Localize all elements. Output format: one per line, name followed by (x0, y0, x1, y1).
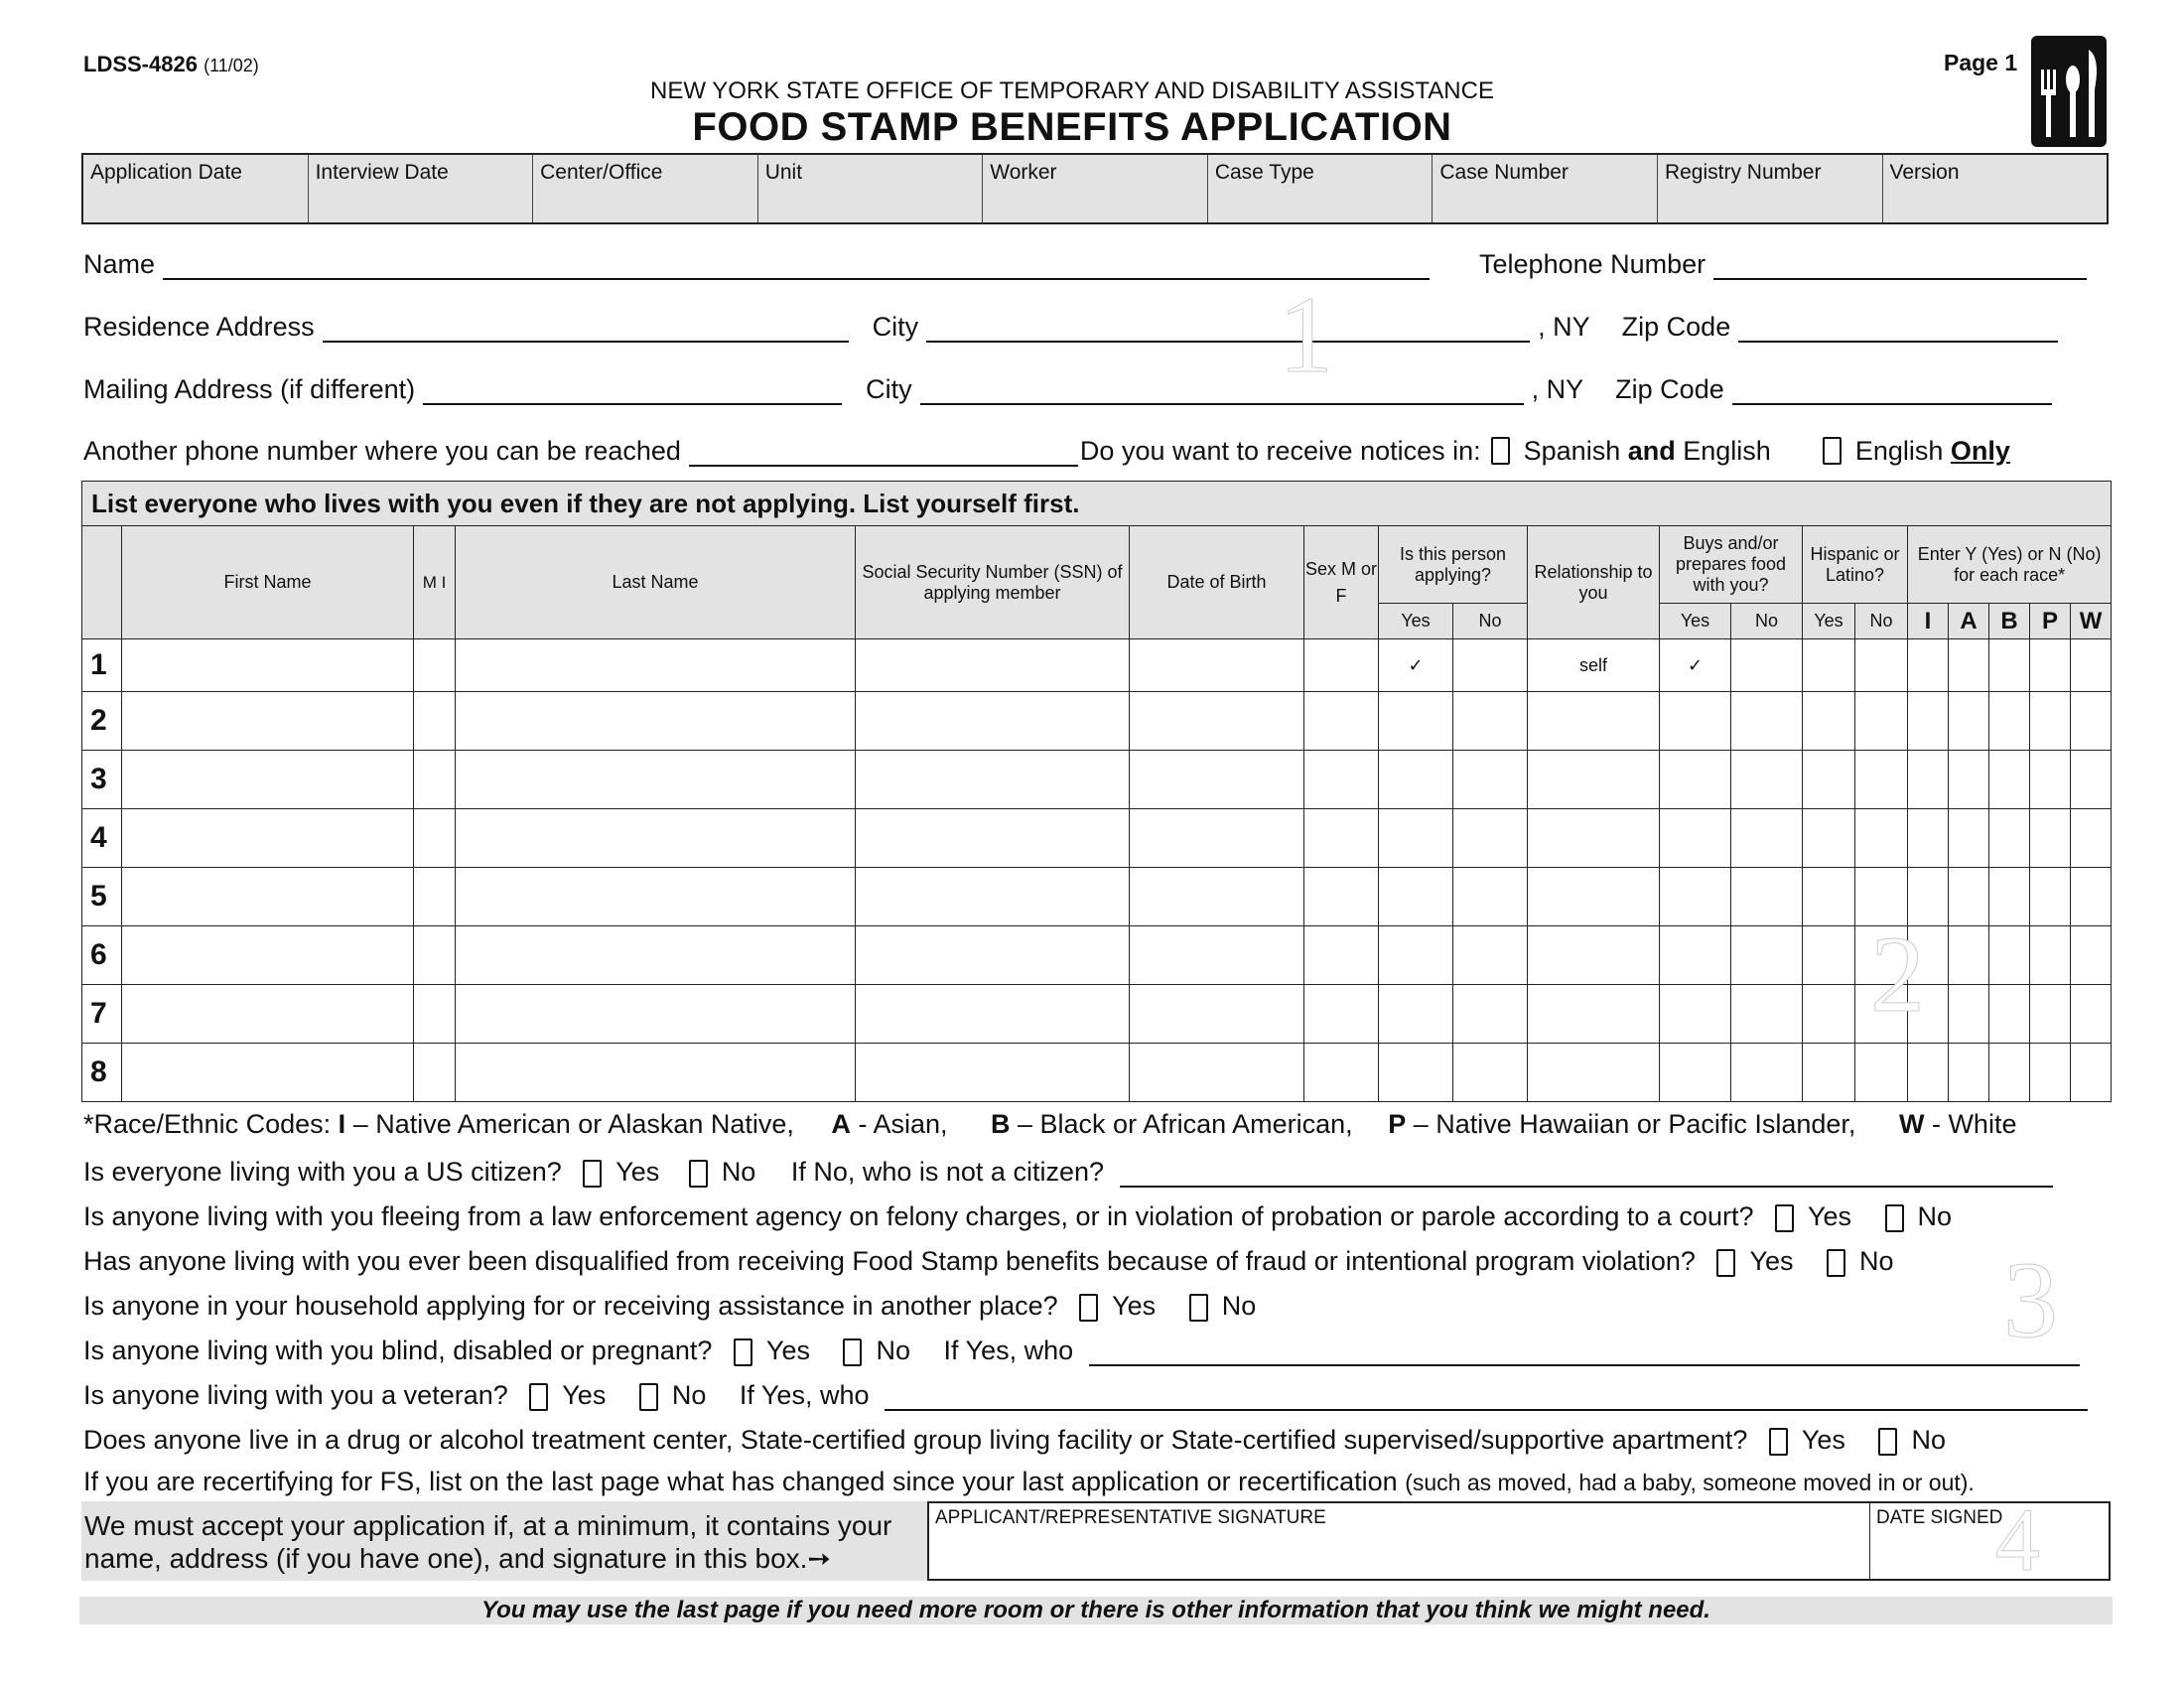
mi-cell[interactable] (414, 809, 456, 868)
race-a-header: A (1949, 604, 1989, 639)
buys-yes-header: Yes (1660, 604, 1731, 639)
race-a-cell[interactable] (1949, 1044, 1989, 1102)
dob-cell[interactable] (1130, 692, 1304, 751)
ny-label: , NY (1538, 312, 1590, 342)
race-w-cell[interactable] (2071, 751, 2112, 809)
race-a-cell[interactable] (1949, 868, 1989, 926)
notice-option-spanish: Spanish and English (1523, 436, 1771, 466)
household-banner: List everyone who lives with you even if they are not applying. List yourself first. (82, 482, 2112, 526)
race-p-cell[interactable] (2030, 926, 2071, 985)
office-field-application-date[interactable]: Application Date (83, 155, 309, 222)
another-place-yes-checkbox[interactable] (1079, 1294, 1098, 1322)
hispanic-yes-cell[interactable] (1803, 926, 1855, 985)
buys-yes-cell[interactable] (1660, 692, 1731, 751)
hispanic-yes-cell[interactable] (1803, 751, 1855, 809)
last-name-header: Last Name (456, 526, 856, 639)
footer-note: You may use the last page if you need more room or there is other information that you think we might need. (79, 1597, 2113, 1624)
race-w-cell[interactable] (2071, 809, 2112, 868)
last-name-cell[interactable] (456, 985, 856, 1044)
row-number: 3 (82, 751, 122, 809)
row-number-header (82, 526, 122, 639)
table-row (82, 1044, 2112, 1102)
applying-yes-cell[interactable]: ✓ (1379, 639, 1453, 692)
hispanic-no-cell[interactable] (1855, 639, 1908, 692)
race-p-cell[interactable] (2030, 692, 2071, 751)
race-i-cell[interactable] (1908, 809, 1949, 868)
section-marker-1: 1 (1279, 274, 1333, 395)
hispanic-yes-cell[interactable] (1803, 639, 1855, 692)
hispanic-no-cell[interactable] (1855, 692, 1908, 751)
buys-no-cell[interactable] (1731, 985, 1803, 1044)
applying-no-cell[interactable] (1453, 926, 1528, 985)
treatment-no-checkbox[interactable] (1878, 1428, 1897, 1456)
office-field-registry-number[interactable]: Registry Number (1658, 155, 1883, 222)
residence-field[interactable] (323, 311, 849, 343)
race-w-cell[interactable] (2071, 926, 2112, 985)
residence-row (83, 311, 2109, 343)
sex-cell[interactable] (1304, 639, 1379, 692)
sex-cell[interactable] (1304, 809, 1379, 868)
residence-city-field[interactable] (926, 311, 1530, 343)
buys-no-cell[interactable] (1731, 692, 1803, 751)
applying-yes-cell[interactable] (1379, 751, 1453, 809)
ssn-cell[interactable] (856, 751, 1130, 809)
notices-english-checkbox[interactable] (1823, 437, 1842, 465)
race-b-cell[interactable] (1989, 926, 2030, 985)
race-w-cell[interactable] (2071, 692, 2112, 751)
office-field-center[interactable]: Center/Office (533, 155, 758, 222)
mi-cell[interactable] (414, 692, 456, 751)
last-name-cell[interactable] (456, 1044, 856, 1102)
signature-field[interactable] (927, 1501, 1870, 1581)
dob-header: Date of Birth (1130, 526, 1304, 639)
ssn-cell[interactable] (856, 985, 1130, 1044)
city-label: City (866, 374, 912, 404)
mi-cell[interactable] (414, 985, 456, 1044)
hispanic-no-cell[interactable] (1855, 751, 1908, 809)
dob-cell[interactable] (1130, 926, 1304, 985)
mi-cell[interactable] (414, 639, 456, 692)
applying-no-cell[interactable] (1453, 692, 1528, 751)
buys-yes-cell[interactable] (1660, 751, 1731, 809)
buys-no-cell[interactable] (1731, 639, 1803, 692)
fleeing-yes-checkbox[interactable] (1775, 1204, 1794, 1232)
relationship-cell[interactable] (1528, 692, 1660, 751)
table-row (82, 639, 2112, 692)
form-code: LDSS-4826 (11/02) (83, 52, 259, 76)
veteran-no-checkbox[interactable] (639, 1383, 658, 1411)
notices-spanish-checkbox[interactable] (1491, 437, 1510, 465)
mailing-row (83, 373, 2109, 405)
ssn-cell[interactable] (856, 809, 1130, 868)
other-phone-label: Another phone number where you can be reached (83, 436, 681, 466)
office-field-case-type[interactable]: Case Type (1208, 155, 1433, 222)
race-b-cell[interactable] (1989, 692, 2030, 751)
blind-no-checkbox[interactable] (843, 1338, 862, 1366)
race-b-cell[interactable] (1989, 751, 2030, 809)
sex-cell[interactable] (1304, 985, 1379, 1044)
ny-label: , NY (1531, 374, 1584, 404)
buys-yes-cell[interactable] (1660, 1044, 1731, 1102)
section-marker-4: 4 (1995, 1491, 2040, 1590)
table-row (82, 692, 2112, 751)
signature-label: APPLICANT/REPRESENTATIVE SIGNATURE (935, 1507, 1326, 1528)
office-field-interview-date[interactable]: Interview Date (309, 155, 534, 222)
mi-cell[interactable] (414, 868, 456, 926)
race-b-header: B (1989, 604, 2030, 639)
recertify-note: If you are recertifying for FS, list on the last page what has changed since your last application or recertification (such as moved, had a baby, someone moved in or out). (83, 1467, 1975, 1496)
form-date: (11/02) (204, 56, 259, 75)
table-row (82, 809, 2112, 868)
citizen-yes-checkbox[interactable] (583, 1160, 602, 1188)
office-field-unit[interactable]: Unit (758, 155, 984, 222)
applying-yes-cell[interactable] (1379, 985, 1453, 1044)
mailing-zip-field[interactable] (1732, 373, 2052, 405)
sex-cell[interactable] (1304, 751, 1379, 809)
zip-label: Zip Code (1621, 312, 1731, 342)
table-row (82, 985, 2112, 1044)
race-a-cell[interactable] (1949, 692, 1989, 751)
first-name-cell[interactable] (122, 809, 414, 868)
treatment-yes-checkbox[interactable] (1769, 1428, 1788, 1456)
row-number: 5 (82, 868, 122, 926)
signature-box (81, 1501, 2111, 1581)
race-p-cell[interactable] (2030, 809, 2071, 868)
city-label: City (872, 312, 919, 342)
mi-cell[interactable] (414, 926, 456, 985)
relationship-cell[interactable] (1528, 985, 1660, 1044)
blind-yes-checkbox[interactable] (734, 1338, 752, 1366)
sex-cell[interactable] (1304, 1044, 1379, 1102)
applying-no-cell[interactable] (1453, 868, 1528, 926)
last-name-cell[interactable] (456, 692, 856, 751)
buys-yes-cell[interactable] (1660, 809, 1731, 868)
ssn-cell[interactable] (856, 639, 1130, 692)
applying-yes-header: Yes (1379, 604, 1453, 639)
sex-header: Sex M or F (1304, 526, 1379, 639)
first-name-cell[interactable] (122, 639, 414, 692)
signature-instruction: We must accept your application if, at a minimum, it contains your name, address (if you have one), and signature in this box.➙ (81, 1501, 927, 1581)
section-marker-2: 2 (1870, 914, 1925, 1035)
race-p-cell[interactable] (2030, 868, 2071, 926)
residence-label: Residence Address (83, 312, 315, 342)
race-i-cell[interactable] (1908, 1044, 1949, 1102)
sex-cell[interactable] (1304, 926, 1379, 985)
question-citizen: Is everyone living with you a US citizen? Yes No If No, who is not a citizen? (83, 1157, 2053, 1188)
race-header: Enter Y (Yes) or N (No) for each race* (1908, 526, 2112, 604)
race-a-cell[interactable] (1949, 985, 1989, 1044)
row-number: 1 (82, 639, 122, 692)
question-treatment: Does anyone live in a drug or alcohol treatment center, State-certified group living facility or State-certified supervised/supportive apartment? Yes No (83, 1425, 1946, 1455)
page-title: FOOD STAMP BENEFITS APPLICATION (692, 105, 1452, 149)
race-b-cell[interactable] (1989, 868, 2030, 926)
hispanic-yes-cell[interactable] (1803, 1044, 1855, 1102)
section-marker-3: 3 (2003, 1239, 2058, 1360)
date-signed-label: DATE SIGNED (1876, 1507, 2003, 1528)
applying-no-cell[interactable] (1453, 1044, 1528, 1102)
residence-zip-field[interactable] (1738, 311, 2058, 343)
dob-cell[interactable] (1130, 985, 1304, 1044)
name-field[interactable] (163, 248, 1430, 280)
question-veteran: Is anyone living with you a veteran? Yes No If Yes, who (83, 1380, 2088, 1411)
race-b-cell[interactable] (1989, 985, 2030, 1044)
hispanic-yes-cell[interactable] (1803, 692, 1855, 751)
race-a-cell[interactable] (1949, 809, 1989, 868)
office-use-row (81, 153, 2109, 224)
mailing-field[interactable] (423, 373, 842, 405)
applying-no-cell[interactable] (1453, 985, 1528, 1044)
disqualified-yes-checkbox[interactable] (1716, 1249, 1735, 1277)
hispanic-no-header: No (1855, 604, 1908, 639)
row-number: 4 (82, 809, 122, 868)
race-p-cell[interactable] (2030, 751, 2071, 809)
buys-yes-cell[interactable]: ✓ (1660, 639, 1731, 692)
race-i-cell[interactable] (1908, 639, 1949, 692)
page-number: Page 1 (1944, 50, 2018, 75)
hispanic-no-cell[interactable] (1855, 1044, 1908, 1102)
dob-cell[interactable] (1130, 751, 1304, 809)
first-name-cell[interactable] (122, 692, 414, 751)
race-legend: *Race/Ethnic Codes: I – Native American or Alaskan Native, A - Asian, B – Black or African American, P – Native Hawaiian or Pacific Islander, W - White (83, 1109, 2017, 1139)
notices-label: Do you want to receive notices in: (1079, 436, 1481, 466)
race-b-cell[interactable] (1989, 1044, 2030, 1102)
first-name-cell[interactable] (122, 1044, 414, 1102)
race-p-cell[interactable] (2030, 985, 2071, 1044)
buys-no-header: No (1731, 604, 1803, 639)
buys-no-cell[interactable] (1731, 868, 1803, 926)
applying-yes-cell[interactable] (1379, 1044, 1453, 1102)
mi-cell[interactable] (414, 1044, 456, 1102)
last-name-cell[interactable] (456, 751, 856, 809)
dob-cell[interactable] (1130, 809, 1304, 868)
hispanic-yes-header: Yes (1803, 604, 1855, 639)
relationship-cell[interactable] (1528, 1044, 1660, 1102)
last-name-cell[interactable] (456, 809, 856, 868)
applying-yes-cell[interactable] (1379, 868, 1453, 926)
last-name-cell[interactable] (456, 868, 856, 926)
race-w-cell[interactable] (2071, 868, 2112, 926)
dob-cell[interactable] (1130, 868, 1304, 926)
buys-header: Buys and/or prepares food with you? (1660, 526, 1803, 604)
another-place-no-checkbox[interactable] (1189, 1294, 1208, 1322)
first-name-cell[interactable] (122, 751, 414, 809)
buys-yes-cell[interactable] (1660, 985, 1731, 1044)
non-citizen-field[interactable] (1120, 1164, 2053, 1188)
ssn-cell[interactable] (856, 926, 1130, 985)
relationship-cell[interactable]: self (1528, 639, 1660, 692)
date-signed-field[interactable] (1870, 1501, 2111, 1581)
other-phone-field[interactable] (689, 435, 1078, 467)
table-row (82, 868, 2112, 926)
mi-cell[interactable] (414, 751, 456, 809)
telephone-label: Telephone Number (1479, 249, 1706, 279)
race-a-cell[interactable] (1949, 751, 1989, 809)
name-label: Name (83, 249, 156, 279)
race-i-cell[interactable] (1908, 692, 1949, 751)
mailing-city-field[interactable] (920, 373, 1524, 405)
race-w-header: W (2071, 604, 2112, 639)
question-another-place: Is anyone in your household applying for or receiving assistance in another place? Yes No (83, 1291, 1257, 1321)
hispanic-yes-cell[interactable] (1803, 985, 1855, 1044)
race-w-cell[interactable] (2071, 1044, 2112, 1102)
first-name-cell[interactable] (122, 926, 414, 985)
other-phone-row (83, 435, 2109, 467)
veteran-who-field[interactable] (885, 1387, 2088, 1411)
office-field-case-number[interactable]: Case Number (1433, 155, 1658, 222)
applying-yes-cell[interactable] (1379, 809, 1453, 868)
dob-cell[interactable] (1130, 639, 1304, 692)
applying-no-cell[interactable] (1453, 639, 1528, 692)
table-row (82, 926, 2112, 985)
hispanic-header: Hispanic or Latino? (1803, 526, 1908, 604)
buys-no-cell[interactable] (1731, 809, 1803, 868)
mailing-label: Mailing Address (if different) (83, 374, 416, 404)
sex-cell[interactable] (1304, 692, 1379, 751)
applying-no-cell[interactable] (1453, 751, 1528, 809)
ssn-cell[interactable] (856, 692, 1130, 751)
row-number: 2 (82, 692, 122, 751)
ssn-header: Social Security Number (SSN) of applying member (856, 526, 1130, 639)
buys-no-cell[interactable] (1731, 1044, 1803, 1102)
fleeing-no-checkbox[interactable] (1885, 1204, 1904, 1232)
applying-no-header: No (1453, 604, 1528, 639)
table-row (82, 751, 2112, 809)
relationship-cell[interactable] (1528, 751, 1660, 809)
office-field-worker[interactable]: Worker (983, 155, 1208, 222)
blind-who-field[interactable] (1089, 1342, 2080, 1366)
telephone-field[interactable] (1713, 248, 2087, 280)
first-name-header: First Name (122, 526, 414, 639)
sex-cell[interactable] (1304, 868, 1379, 926)
mi-header: M I (414, 526, 456, 639)
citizen-no-checkbox[interactable] (689, 1160, 708, 1188)
veteran-yes-checkbox[interactable] (529, 1383, 548, 1411)
notice-option-english: English Only (1854, 436, 2010, 466)
ssn-cell[interactable] (856, 868, 1130, 926)
question-disqualified: Has anyone living with you ever been disqualified from receiving Food Stamp benefits because of fraud or intentional program violation? Yes No (83, 1246, 1894, 1276)
question-fleeing: Is anyone living with you fleeing from a law enforcement agency on felony charges, or in violation of probation or parole according to a court? Yes No (83, 1201, 1953, 1231)
hispanic-yes-cell[interactable] (1803, 868, 1855, 926)
row-number: 8 (82, 1044, 122, 1102)
name-row (83, 248, 2109, 280)
applying-yes-cell[interactable] (1379, 692, 1453, 751)
question-blind: Is anyone living with you blind, disabled or pregnant? Yes No If Yes, who (83, 1336, 2080, 1366)
office-field-version[interactable]: Version (1889, 161, 1960, 184)
race-b-cell[interactable] (1989, 639, 2030, 692)
race-w-cell[interactable] (2071, 639, 2112, 692)
disqualified-no-checkbox[interactable] (1827, 1249, 1845, 1277)
race-p-cell[interactable] (2030, 1044, 2071, 1102)
race-p-header: P (2030, 604, 2071, 639)
row-number: 6 (82, 926, 122, 985)
hispanic-yes-cell[interactable] (1803, 809, 1855, 868)
race-i-header: I (1908, 604, 1949, 639)
first-name-cell[interactable] (122, 985, 414, 1044)
ssn-cell[interactable] (856, 1044, 1130, 1102)
applying-yes-cell[interactable] (1379, 926, 1453, 985)
applying-no-cell[interactable] (1453, 809, 1528, 868)
relationship-cell[interactable] (1528, 809, 1660, 868)
applying-header: Is this person applying? (1379, 526, 1528, 604)
last-name-cell[interactable] (456, 639, 856, 692)
relationship-cell[interactable] (1528, 868, 1660, 926)
dob-cell[interactable] (1130, 1044, 1304, 1102)
first-name-cell[interactable] (122, 868, 414, 926)
race-p-cell[interactable] (2030, 639, 2071, 692)
hispanic-no-cell[interactable] (1855, 809, 1908, 868)
relationship-cell[interactable] (1528, 926, 1660, 985)
agency-name: NEW YORK STATE OFFICE OF TEMPORARY AND DISABILITY ASSISTANCE (650, 77, 1494, 104)
race-w-cell[interactable] (2071, 985, 2112, 1044)
buys-no-cell[interactable] (1731, 926, 1803, 985)
race-a-cell[interactable] (1949, 639, 1989, 692)
race-i-cell[interactable] (1908, 751, 1949, 809)
buys-yes-cell[interactable] (1660, 926, 1731, 985)
fork-knife-icon (2031, 36, 2107, 147)
household-table (81, 481, 2112, 1102)
zip-label: Zip Code (1615, 374, 1724, 404)
buys-no-cell[interactable] (1731, 751, 1803, 809)
race-a-cell[interactable] (1949, 926, 1989, 985)
buys-yes-cell[interactable] (1660, 868, 1731, 926)
relationship-header: Relationship to you (1528, 526, 1660, 639)
row-number: 7 (82, 985, 122, 1044)
race-b-cell[interactable] (1989, 809, 2030, 868)
last-name-cell[interactable] (456, 926, 856, 985)
